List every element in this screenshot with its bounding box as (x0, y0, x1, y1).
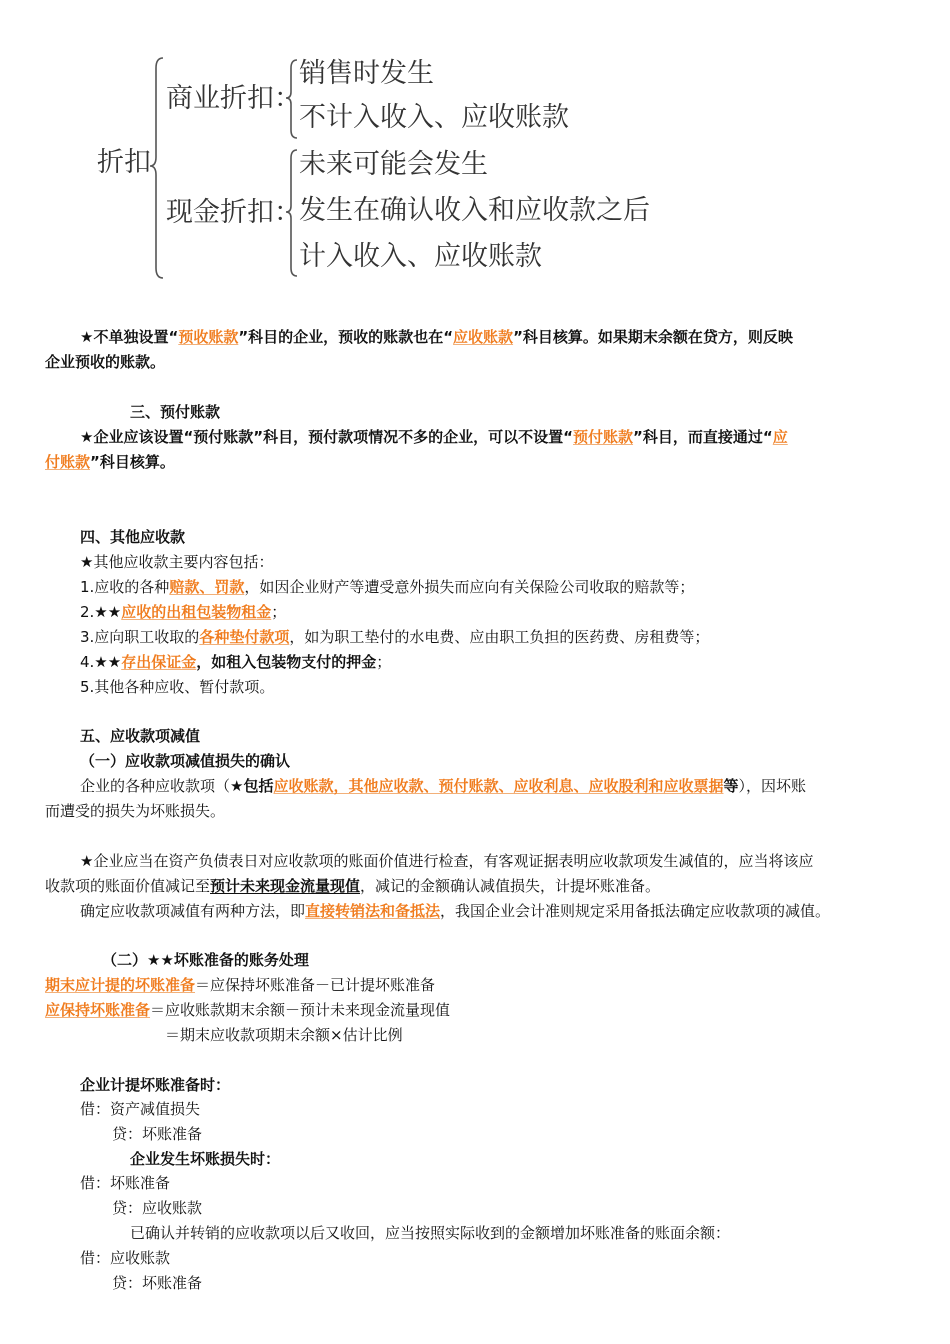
entry-heading: 企业计提坏账准备时： (80, 1076, 231, 1094)
text: ”科目核算。如果期末余额在贷方，则反映 (513, 328, 793, 346)
list-item: 5.其他各种应收、暂付款项。 (80, 678, 275, 696)
subsection-title: （一）应收款项减值损失的确认 (80, 752, 291, 770)
section-title: 五、应收款项减值 (80, 727, 201, 745)
section-paragraph (45, 876, 660, 896)
text: ，如为职工垫付的水电费、应由职工负担的医药费、房租费等； (289, 628, 710, 646)
text: 确定应收款项减值有两种方法，即 (80, 902, 306, 920)
list-item (80, 577, 694, 597)
section-paragraph (80, 427, 788, 447)
highlight: 存出保证金 (121, 653, 197, 671)
root-brace (148, 56, 168, 282)
highlight: 赔款、罚款 (169, 578, 245, 596)
text: ”科目核算。 (90, 453, 175, 471)
highlight: 直接转销法和备抵法 (305, 902, 441, 920)
highlight: 应收账款，其他应收款、预付账款、应收利息、应收股利和应收票据 (273, 777, 724, 795)
text: ，如租入包装物支付的押金 (196, 653, 377, 671)
text: ），因坏账 (738, 777, 807, 795)
cash-item: 计入收入、应收账款 (299, 241, 542, 272)
text: ★不单独设置“ (80, 328, 179, 346)
text: ★企业应该设置“预付账款”科目，预付款项情况不多的企业，可以不设置“ (80, 428, 574, 446)
section-paragraph: ★企业应当在资产负债表日对应收款项的账面价值进行检查，有客观证据表明应收款项发生减值的，应当将该应 (80, 852, 814, 870)
section-paragraph: 而遭受的损失为坏账损失。 (45, 802, 226, 820)
section-paragraph (80, 901, 830, 921)
commercial-item: 销售时发生 (299, 58, 434, 89)
text: 1.应收的各种 (80, 578, 170, 596)
journal-credit: 贷：坏账准备 (112, 1274, 203, 1292)
formula-line: ＝期末应收款项期末余额×估计比例 (165, 1026, 403, 1044)
journal-debit: 借：坏账准备 (80, 1174, 171, 1192)
note-line: 企业预收的账款。 (45, 353, 166, 371)
journal-credit: 贷：坏账准备 (112, 1125, 203, 1143)
entry-heading: 已确认并转销的应收款项以后又收回，应当按照实际收到的金额增加坏账准备的账面余额： (130, 1224, 731, 1242)
text: ★包括 (230, 777, 274, 795)
text: ”科目的企业，预收的账款也在“ (238, 328, 454, 346)
section-title: 三、预付账款 (130, 403, 221, 421)
highlight: 应保持坏账准备 (45, 1001, 151, 1019)
section-paragraph (80, 776, 806, 796)
text: ； (271, 603, 287, 621)
subsection-title: （二）★★坏账准备的账务处理 (102, 951, 309, 969)
highlight: 应收账款 (453, 328, 514, 346)
text: ； (376, 653, 392, 671)
note-line (80, 327, 793, 347)
section-title: 四、其他应收款 (80, 528, 186, 546)
highlight: 预收账款 (178, 328, 239, 346)
journal-credit: 贷：应收账款 (112, 1199, 203, 1217)
text: ，减记的金额确认减值损失，计提坏账准备。 (360, 877, 661, 895)
highlight: 预付账款 (573, 428, 634, 446)
highlight: 期末应计提的坏账准备 (45, 976, 196, 994)
highlight: 应 (772, 428, 788, 446)
cash-brace (285, 148, 299, 278)
text: 企业的各种应收款项（ (80, 777, 231, 795)
text: ＝应保持坏账准备－已计提坏账准备 (195, 976, 436, 994)
text: 4.★★ (80, 653, 122, 671)
text: ，如因企业财产等遭受意外损失而应向有关保险公司收取的赔款等； (244, 578, 695, 596)
formula-line (45, 975, 435, 995)
text: ，我国企业会计准则规定采用备抵法确定应收款项的减值。 (440, 902, 831, 920)
highlight: 各种垫付款项 (199, 628, 290, 646)
cash-discount-label: 现金折扣： (166, 197, 301, 228)
section-paragraph (45, 452, 175, 472)
commercial-discount-label: 商业折扣： (166, 83, 301, 114)
highlight: 付账款 (45, 453, 91, 471)
text: ”科目，而直接通过“ (633, 428, 773, 446)
text: 3.应向职工收取的 (80, 628, 200, 646)
commercial-brace (285, 58, 299, 140)
list-item (80, 627, 709, 647)
highlight: 应收的出租包装物租金 (121, 603, 272, 621)
section-intro: ★其他应收款主要内容包括： (80, 553, 274, 571)
text: 2.★★ (80, 603, 122, 621)
journal-debit: 借：资产减值损失 (80, 1100, 201, 1118)
journal-debit: 借：应收账款 (80, 1249, 171, 1267)
entry-heading: 企业发生坏账损失时： (130, 1150, 281, 1168)
text: 等 (723, 777, 739, 795)
formula-line (45, 1000, 450, 1020)
text: 收款项的账面价值减记至 (45, 877, 211, 895)
cash-item: 发生在确认收入和应收款之后 (299, 195, 650, 226)
underlined-term: 预计未来现金流量现值 (210, 877, 361, 895)
list-item (80, 602, 286, 622)
diagram-root: 折扣 (97, 147, 151, 178)
commercial-item: 不计入收入、应收账款 (299, 102, 569, 133)
cash-item: 未来可能会发生 (299, 149, 488, 180)
list-item (80, 652, 391, 672)
text: ＝应收账款期末余额－预计未来现金流量现值 (150, 1001, 451, 1019)
